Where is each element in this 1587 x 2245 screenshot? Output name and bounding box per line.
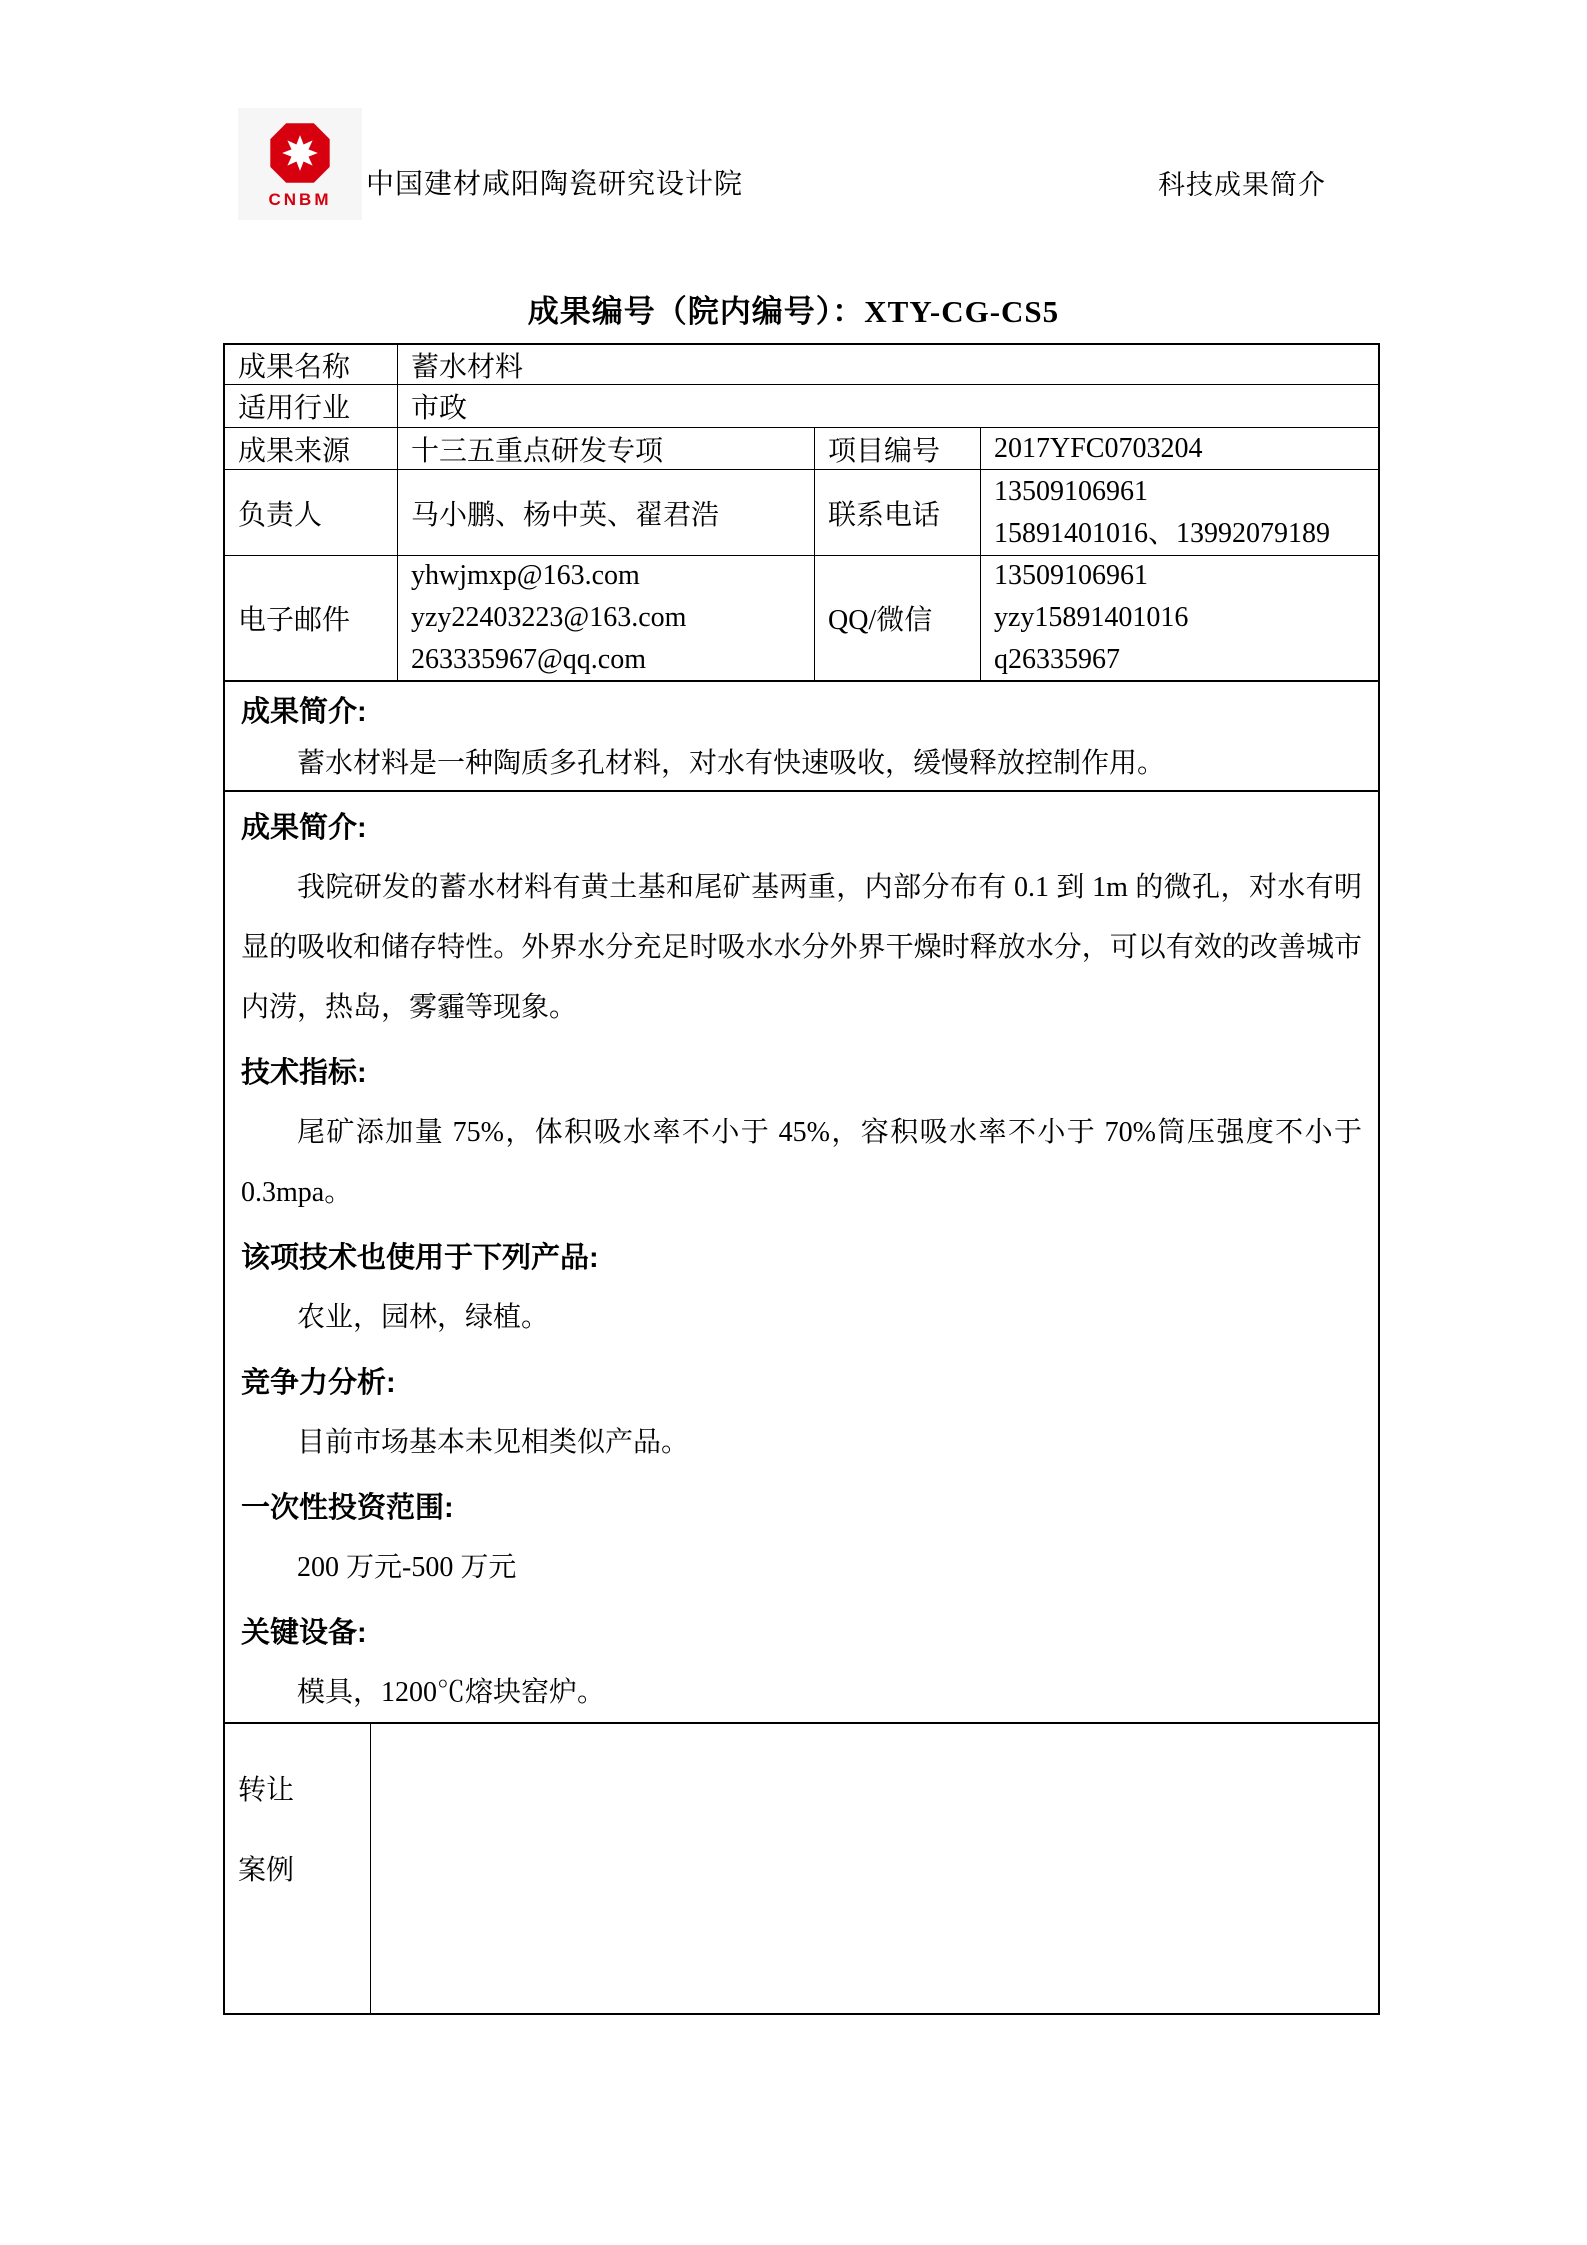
organization-name: 中国建材咸阳陶瓷研究设计院: [366, 168, 744, 199]
table-row-email: [225, 556, 1378, 682]
source-label: 成果来源: [225, 428, 398, 469]
email-line: yhwjmxp@163.com: [411, 560, 640, 591]
table-row-transfer: [225, 1724, 1378, 2013]
qq-wechat-label: QQ/微信: [815, 556, 981, 680]
email-line: yzy22403223@163.com: [411, 602, 687, 633]
account-line: q26335967: [994, 644, 1120, 675]
table-row-name: [225, 345, 1378, 385]
transfer-label-line2: 案例: [238, 1855, 295, 1886]
source-value: 十三五重点研发专项: [398, 428, 815, 469]
cnbm-logo-text: CNBM: [268, 190, 332, 209]
account-line: yzy15891401016: [994, 602, 1189, 633]
details-cell: [225, 792, 1378, 1722]
email-values: [398, 556, 815, 680]
phone-line: 13509106961: [994, 475, 1148, 507]
section-text-intro: 我院研发的蓄水材料有黄土基和尾矿基两重，内部分布有 0.1 到 1m 的微孔，对水有明显的吸收和储存特性。外界水分充足时吸水水分外界干燥时释放水分，可以有效的改善城市内涝，热岛，雾霾等现象。: [241, 872, 1362, 1023]
table-row-source: [225, 428, 1378, 470]
name-label: 成果名称: [225, 345, 398, 384]
phone-label: 联系电话: [815, 470, 981, 555]
page-title: 成果编号（院内编号）：XTY-CG-CS5: [527, 294, 1060, 329]
section-heading-investment: 一次性投资范围:: [241, 1492, 454, 1524]
table-row-brief: [225, 682, 1378, 792]
table-row-leader: [225, 470, 1378, 556]
section-heading-specs: 技术指标:: [241, 1057, 367, 1089]
transfer-label-line1: 转让: [238, 1775, 295, 1806]
section-text-products: 农业，园林，绿植。: [297, 1302, 550, 1333]
document-type-label: 科技成果简介: [1158, 170, 1326, 200]
transfer-label: [225, 1724, 371, 2013]
industry-value: 市政: [411, 393, 468, 424]
table-row-details: [225, 792, 1378, 1724]
transfer-value: [371, 1724, 1378, 2013]
name-value: 蓄水材料: [411, 351, 524, 383]
section-text-investment: 200 万元-500 万元: [297, 1552, 517, 1583]
section-heading-equipment: 关键设备:: [241, 1617, 367, 1649]
industry-label: 适用行业: [225, 385, 398, 427]
phone-line: 15891401016、13992079189: [994, 517, 1331, 549]
leader-label: 负责人: [225, 470, 398, 555]
brief-cell: [225, 682, 1378, 790]
qq-wechat-values: [981, 556, 1378, 680]
section-text-equipment: 模具，1200℃熔块窑炉。: [297, 1677, 606, 1708]
email-line: 263335967@qq.com: [411, 644, 646, 675]
brief-heading: 成果简介:: [241, 696, 367, 728]
section-text-competition: 目前市场基本未见相类似产品。: [297, 1427, 690, 1458]
cnbm-octagon-star-icon: [267, 120, 333, 186]
section-text-specs: 尾矿添加量 75%，体积吸水率不小于 45%，容积吸水率不小于 70%筒压强度不小于 0.3mpa。: [241, 1117, 1362, 1208]
project-number-label: 项目编号: [815, 428, 981, 469]
section-heading-competition: 竞争力分析:: [241, 1367, 396, 1399]
phone-values: [981, 470, 1378, 555]
account-line: 13509106961: [994, 560, 1148, 591]
section-heading-products: 该项技术也使用于下列产品:: [241, 1242, 599, 1274]
project-number-value: 2017YFC0703204: [994, 432, 1203, 464]
section-heading-intro: 成果简介:: [241, 812, 367, 844]
achievement-table: [223, 343, 1380, 2015]
leader-value: 马小鹏、杨中英、翟君浩: [398, 470, 815, 555]
email-label: 电子邮件: [225, 556, 398, 680]
table-row-industry: [225, 385, 1378, 428]
brief-text: 蓄水材料是一种陶质多孔材料，对水有快速吸收，缓慢释放控制作用。: [297, 748, 1166, 779]
cnbm-logo: [238, 108, 362, 220]
